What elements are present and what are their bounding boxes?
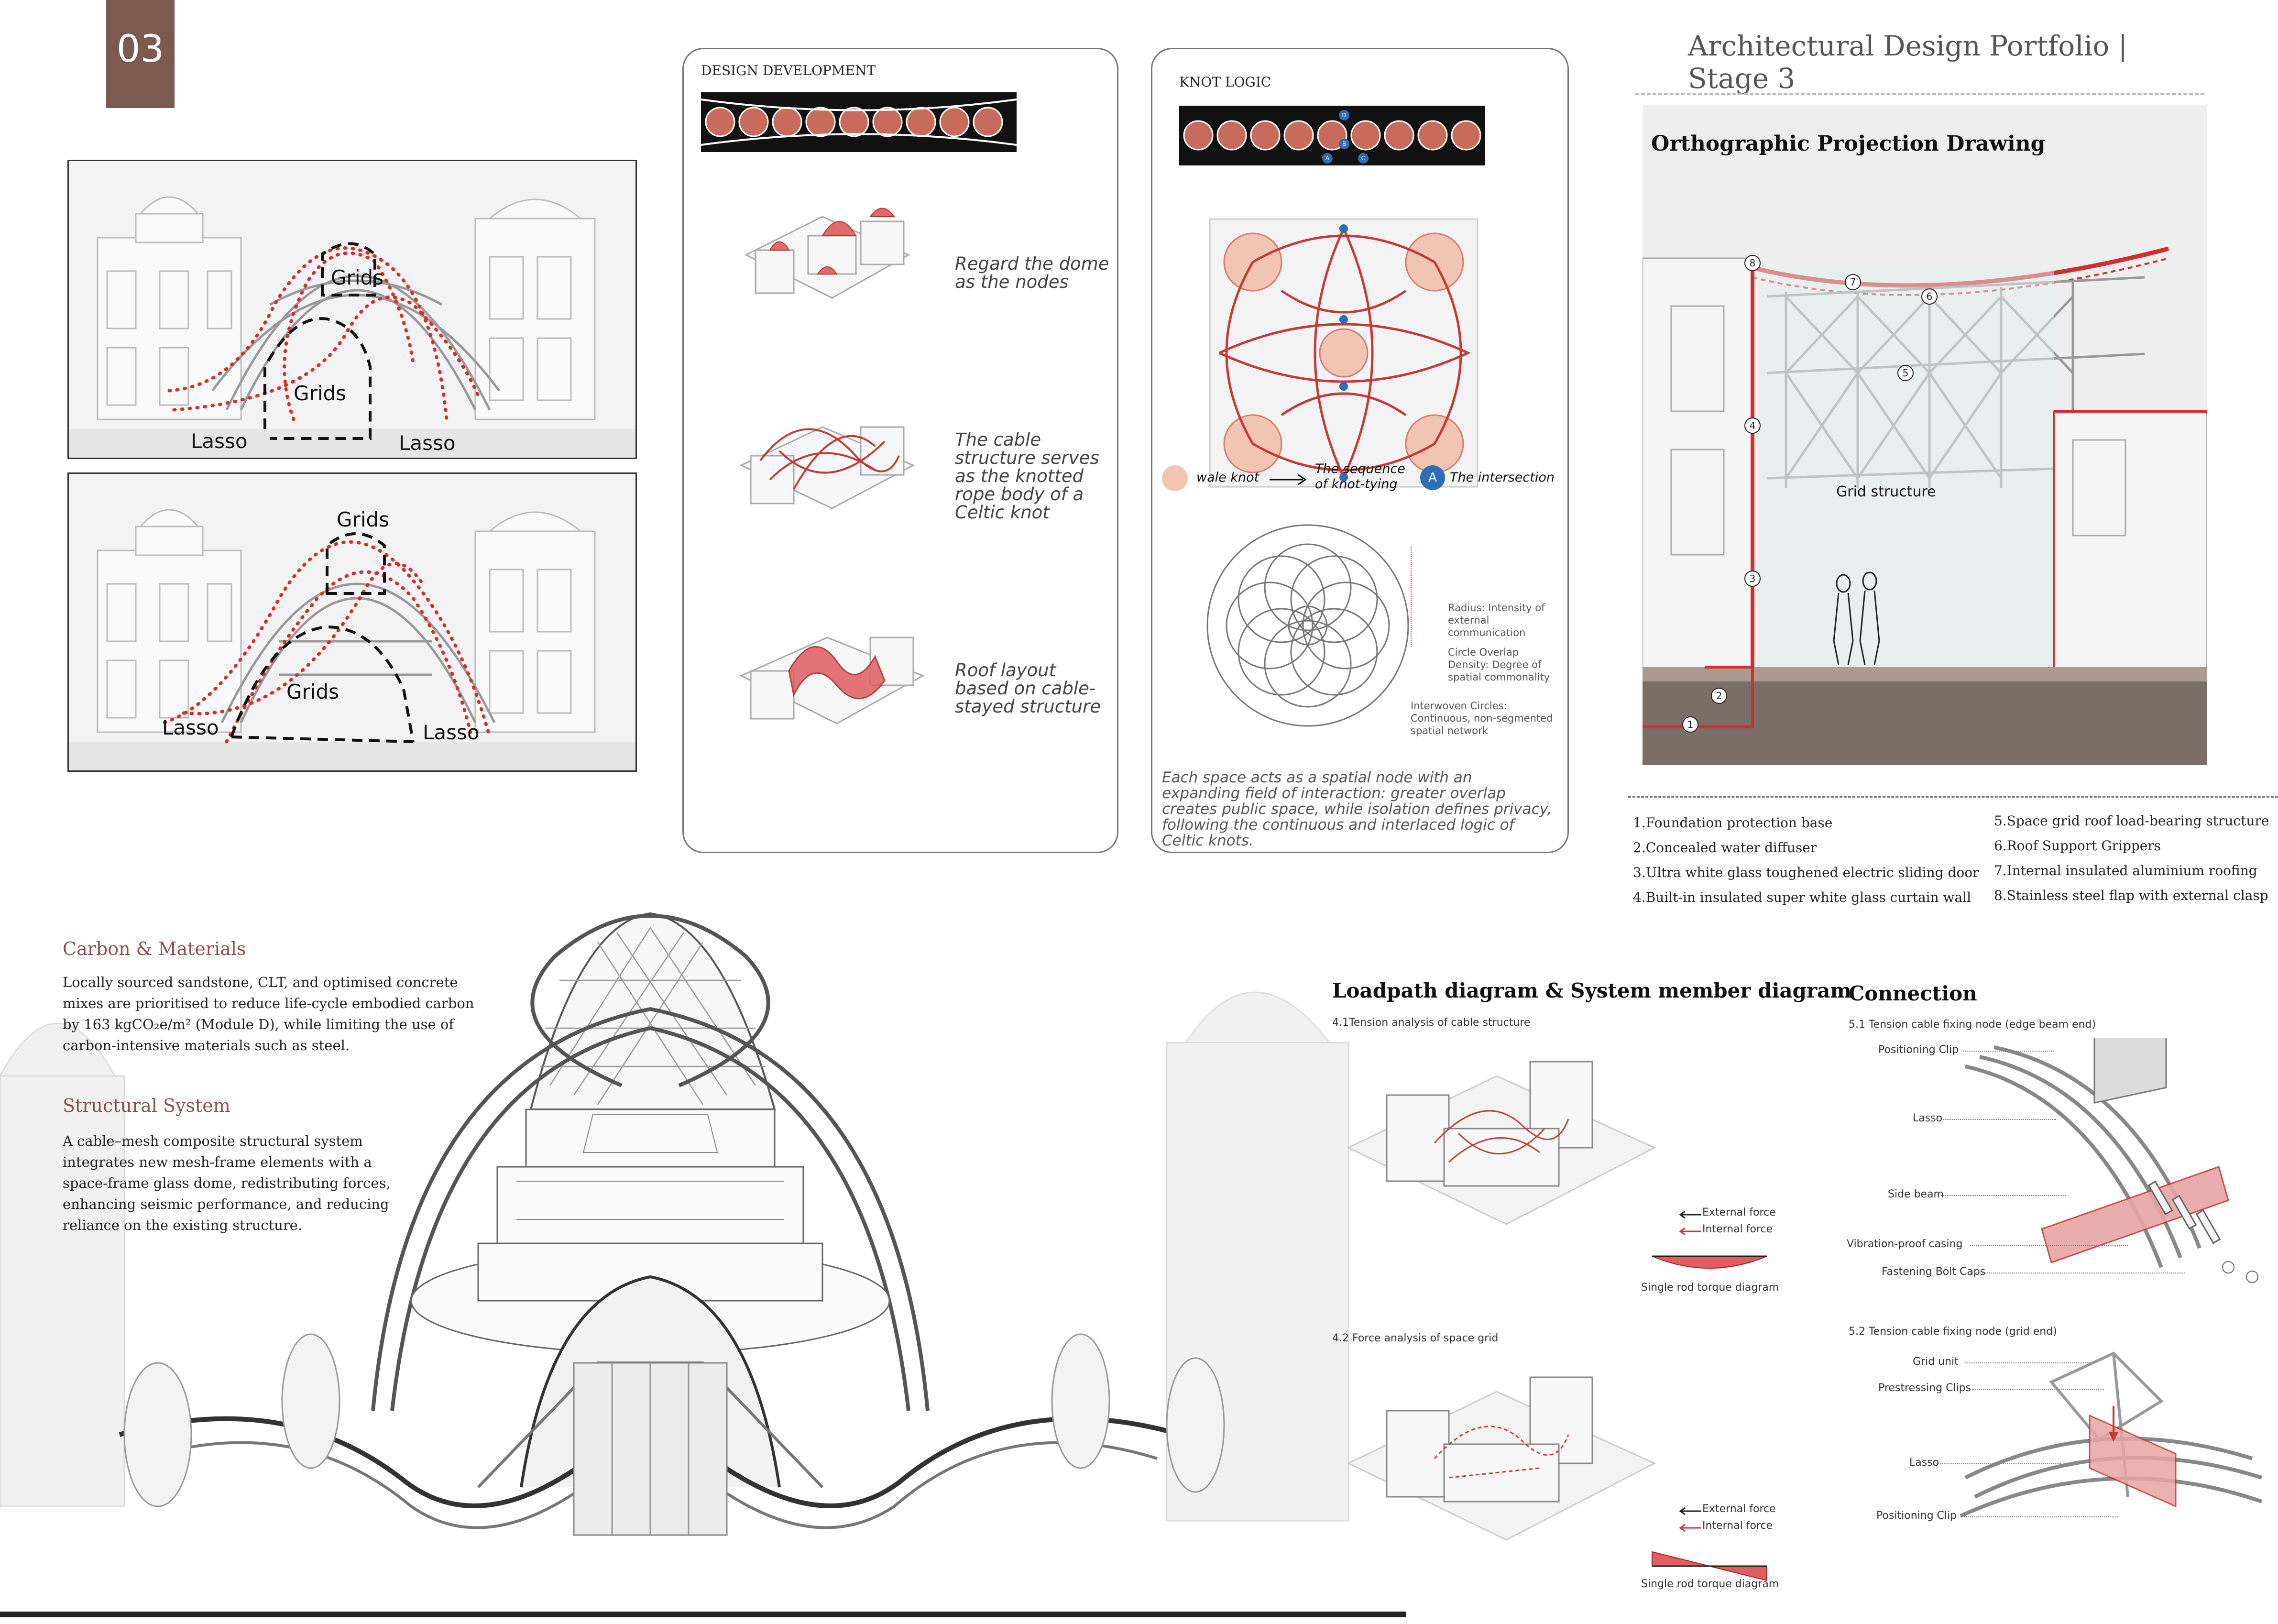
ortho-section-drawing (1643, 105, 2207, 765)
carbon-heading: Carbon & Materials (63, 938, 246, 959)
ortho-marker-7: 7 (1850, 276, 1856, 288)
interwoven-circles-diagram (1198, 516, 1418, 735)
structural-text: A cable–mesh composite structural system integrates new mesh-frame elements with a space-frame glass dome, redistributing forces, enhancing seismic performance, and reducing reliance on the existing structure. (63, 1133, 391, 1233)
ortho-marker-5: 5 (1902, 367, 1909, 379)
intersection-label: The intersection (1450, 470, 1555, 485)
ortho-marker-6: 6 (1926, 291, 1933, 302)
carbon-text: Locally sourced sandstone, CLT, and optimised concrete mixes are prioritised to reduce life-cycle embodied carbon by 163 kgCO₂e/m² (Module D), while limiting the use of carbon-intensive materials such as steel. (63, 974, 474, 1053)
header-title: Architectural Design Portfolio | Stage 3 (1688, 30, 2128, 95)
design-development-panel (682, 48, 1118, 853)
knot-logic-description: Each space acts as a spatial node with an expanding field of interaction: greater overlap creates public space, while isolation defines privacy, following the continuous and interlaced logic of Celtic knots. (1162, 769, 1552, 849)
ortho-legend-rule (1628, 796, 2278, 798)
conn1-leader-2 (1941, 1119, 2056, 1120)
dev-step-2-caption: The cable structure serves as the knotted rope body of a Celtic knot (955, 429, 1099, 523)
structural-heading: Structural System (63, 1095, 230, 1116)
conn2-grid-unit: Grid unit (1913, 1356, 1959, 1368)
connection-sub-2: 5.2 Tension cable fixing node (grid end) (1849, 1326, 2057, 1338)
conn1-leader-4 (1970, 1245, 2128, 1246)
header-rule (1635, 93, 2204, 95)
study-top-label-lasso-2: Lasso (399, 431, 456, 455)
study-top-label-grids-2: Grids (294, 382, 347, 405)
band-marker-c: C (1361, 155, 1366, 162)
wale-knot-label: wale knot (1196, 470, 1259, 485)
external-force-arrow-icon (1678, 1210, 1702, 1219)
ortho-marker-3: 3 (1749, 573, 1756, 584)
edge-beam-node-drawing (1951, 1038, 2267, 1286)
ortho-marker-2: 2 (1716, 690, 1722, 702)
ortho-legend-1: 1.Foundation protection base (1633, 815, 1833, 831)
ortho-marker-4: 4 (1749, 420, 1756, 431)
external-force-arrow-icon-2 (1678, 1506, 1702, 1516)
study-bottom-label-lasso-1: Lasso (162, 716, 219, 739)
study-frame-top (67, 160, 637, 459)
knot-sequence-label: The sequence of knot-tying (1315, 461, 1405, 492)
roof-layout-illustration (732, 590, 932, 743)
loadpath-title: Loadpath diagram & System member diagram (1332, 979, 1851, 1002)
ortho-legend-7: 7.Internal insulated aluminium roofing (1994, 863, 2257, 878)
loadpath-sub-1: 4.1Tension analysis of cable structure (1332, 1017, 1531, 1029)
conn1-positioning-clip: Positioning Clip (1878, 1044, 1959, 1056)
cable-tension-axonometric (1339, 1033, 1664, 1262)
ortho-legend-8: 8.Stainless steel flap with external clasp (1994, 888, 2268, 903)
internal-force-arrow-icon-2 (1678, 1523, 1702, 1533)
conn1-leader-3 (1941, 1195, 2066, 1196)
circle-note-rule (1411, 547, 1412, 647)
cable-knot-illustration (732, 384, 923, 527)
ortho-marker-1: 1 (1687, 719, 1694, 730)
study-illustration-bottom (69, 474, 635, 770)
ortho-legend-3: 3.Ultra white glass toughened electric sliding door (1633, 865, 1979, 880)
band-marker-a: A (1325, 155, 1330, 162)
loadpath-1-external-force: External force (1702, 1207, 1776, 1218)
loadpath-2-torque: Single rod torque diagram (1641, 1578, 1779, 1590)
conn2-leader-3 (1937, 1463, 2061, 1464)
dome-nodes-illustration (736, 183, 918, 317)
conn2-lasso: Lasso (1909, 1457, 1939, 1469)
loadpath-1-torque: Single rod torque diagram (1641, 1282, 1779, 1294)
conn2-leader-1 (1965, 1362, 2090, 1363)
grid-end-node-drawing (1956, 1344, 2271, 1545)
band-marker-b: B (1342, 141, 1347, 147)
conn1-fastening-bolt: Fastening Bolt Caps (1882, 1266, 1986, 1278)
knot-band-icon (1179, 106, 1485, 165)
grid-structure-label: Grid structure (1836, 483, 1936, 500)
connection-sub-1: 5.1 Tension cable fixing node (edge beam end) (1849, 1019, 2096, 1031)
circle-note-overlap: Circle Overlap Density: Degree of spatial commonality (1448, 647, 1550, 683)
connection-title: Connection (1849, 982, 1977, 1005)
knot-logic-title: KNOT LOGIC (1179, 74, 1271, 90)
page-number: 03 (116, 28, 164, 71)
conn2-leader-4 (1960, 1516, 2118, 1517)
study-frame-bottom (67, 472, 637, 772)
study-top-label-grids-1: Grids (331, 266, 384, 289)
intersection-marker-icon: A (1420, 465, 1445, 490)
study-bottom-label-grids-2: Grids (286, 680, 340, 703)
loadpath-2-external-force: External force (1702, 1503, 1776, 1515)
wale-knot-swatch (1162, 465, 1188, 491)
design-development-title: DESIGN DEVELOPMENT (701, 63, 876, 78)
ortho-legend-2: 2.Concealed water diffuser (1633, 840, 1817, 856)
conn1-vibration-casing: Vibration-proof casing (1847, 1238, 1963, 1250)
torque-diagram-1 (1647, 1249, 1772, 1278)
conn2-positioning-clip: Positioning Clip (1876, 1510, 1957, 1522)
loadpath-2-internal-force: Internal force (1702, 1520, 1773, 1532)
circle-note-interwoven: Interwoven Circles: Continuous, non-segmented spatial network (1411, 700, 1553, 736)
dev-step-3-caption: Roof layout based on cable-stayed structure (955, 660, 1101, 717)
ortho-legend-5: 5.Space grid roof load-bearing structure (1994, 813, 2269, 829)
study-top-label-lasso-1: Lasso (191, 429, 248, 453)
arrow-right-icon (1270, 472, 1308, 487)
celtic-band-icon (701, 92, 1017, 152)
ortho-marker-8: 8 (1749, 257, 1756, 269)
ortho-legend-4: 4.Built-in insulated super white glass curtain wall (1633, 889, 1971, 905)
page-number-tab (106, 0, 175, 108)
conn2-leader-2 (1970, 1389, 2104, 1390)
conn1-side-beam: Side beam (1888, 1188, 1944, 1200)
loadpath-1-internal-force: Internal force (1702, 1223, 1773, 1235)
internal-force-arrow-icon (1678, 1227, 1702, 1236)
circle-note-radius: Radius: Intensity of external communication (1448, 602, 1545, 638)
study-illustration-top (69, 161, 635, 458)
conn1-lasso: Lasso (1913, 1112, 1943, 1124)
knot-plan-diagram (1200, 209, 1487, 496)
dev-step-1-caption: Regard the dome as the nodes (955, 253, 1109, 292)
knot-logic-panel (1151, 48, 1569, 853)
study-bottom-label-grids-1: Grids (337, 508, 390, 531)
loadpath-sub-2: 4.2 Force analysis of space grid (1332, 1332, 1499, 1344)
band-marker-d: D (1342, 112, 1347, 119)
ortho-title: Orthographic Projection Drawing (1651, 132, 2046, 156)
ortho-drawing (1643, 105, 2207, 765)
conn2-prestressing-clips: Prestressing Clips (1878, 1382, 1971, 1394)
study-bottom-label-lasso-2: Lasso (423, 721, 480, 744)
conn1-leader-1 (1963, 1051, 2054, 1052)
ortho-legend-6: 6.Roof Support Grippers (1994, 838, 2161, 854)
space-grid-axonometric (1339, 1349, 1664, 1578)
